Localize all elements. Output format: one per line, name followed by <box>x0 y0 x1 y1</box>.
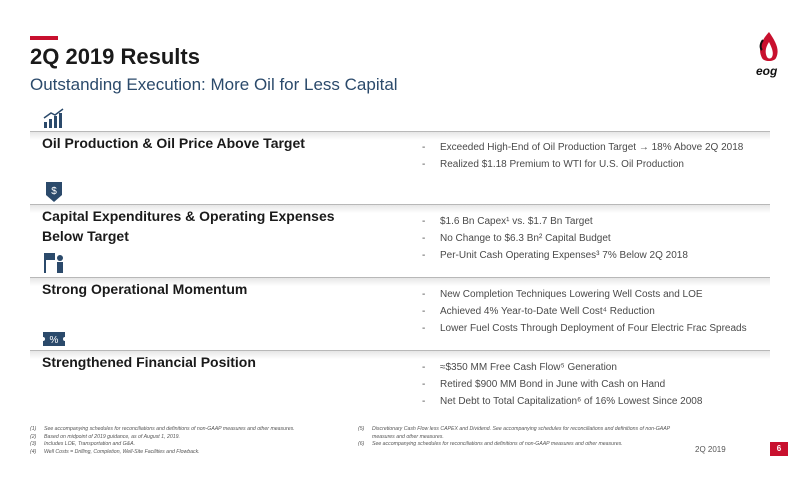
footnote: (2) Based on midpoint of 2019 guidance, as of August 1, 2019. <box>30 433 180 440</box>
svg-text:%: % <box>49 335 59 346</box>
footer-date: 2Q 2019 <box>695 445 726 454</box>
title-accent-bar <box>30 36 58 40</box>
bullet-item: - No Change to $6.3 Bn² Capital Budget <box>422 233 611 244</box>
footnotes-right <box>358 426 688 449</box>
section-title-oil-production: Oil Production & Oil Price Above Target <box>42 135 305 151</box>
chart-growth-icon <box>42 108 66 130</box>
page-title: 2Q 2019 Results <box>30 44 200 69</box>
bullet-item: - Achieved 4% Year-to-Date Well Cost⁴ Reduction <box>422 306 655 317</box>
bullet-item: - Net Debt to Total Capitalization⁶ of 16% Lowest Since 2008 <box>422 396 703 407</box>
percent-ticket-icon <box>42 328 66 350</box>
section-title-capex-line1: Capital Expenditures & Operating Expenses <box>42 208 335 224</box>
section-title-financial: Strengthened Financial Position <box>42 354 256 370</box>
footnotes-left <box>30 426 360 456</box>
footnote: (1) See accompanying schedules for reconciliations and definitions of non-GAAP measures and other measures. <box>30 426 295 432</box>
bullet-item: - $1.6 Bn Capex¹ vs. $1.7 Bn Target <box>422 216 593 227</box>
footnote: (4) Well Costs = Drilling, Completion, Well-Site Facilities and Flowback. <box>30 448 200 455</box>
bullet-item: - New Completion Techniques Lowering Well Costs and LOE <box>422 289 703 300</box>
eog-logo-text: eog <box>756 64 778 78</box>
page-subtitle: Outstanding Execution: More Oil for Less Capital <box>30 75 398 94</box>
section-title-operational: Strong Operational Momentum <box>42 281 248 297</box>
bullet-item: - Exceeded High-End of Oil Production Target → 18% Above 2Q 2018 <box>422 142 744 153</box>
footnote: (3) Includes LOE, Transportation and G&A. <box>30 441 136 447</box>
bullet-item: - Realized $1.18 Premium to WTI for U.S. Oil Production <box>422 159 684 170</box>
bullet-item: - Per-Unit Cash Operating Expenses³ 7% Below 2Q 2018 <box>422 250 688 261</box>
bullet-item: - Retired $900 MM Bond in June with Cash on Hand <box>422 379 666 390</box>
page-number: 6 <box>770 442 788 456</box>
footnote: (5) Discretionary Cash Flow less CAPEX and Dividend. See accompanying schedules for reconciliations and definitions of non-GAAP measures and other measures. <box>358 426 670 440</box>
section-title-capex-line2: Below Target <box>42 228 129 244</box>
bullet-item: - ≈$350 MM Free Cash Flow⁵ Generation <box>422 362 617 373</box>
bullet-item: - Lower Fuel Costs Through Deployment of Four Electric Frac Spreads <box>422 323 747 334</box>
flag-person-icon <box>42 252 66 274</box>
dollar-shield-icon <box>42 181 66 203</box>
svg-text:$: $ <box>51 186 57 197</box>
footnote: (6) See accompanying schedules for reconciliations and definitions of non-GAAP measures and other measures. <box>358 441 623 447</box>
